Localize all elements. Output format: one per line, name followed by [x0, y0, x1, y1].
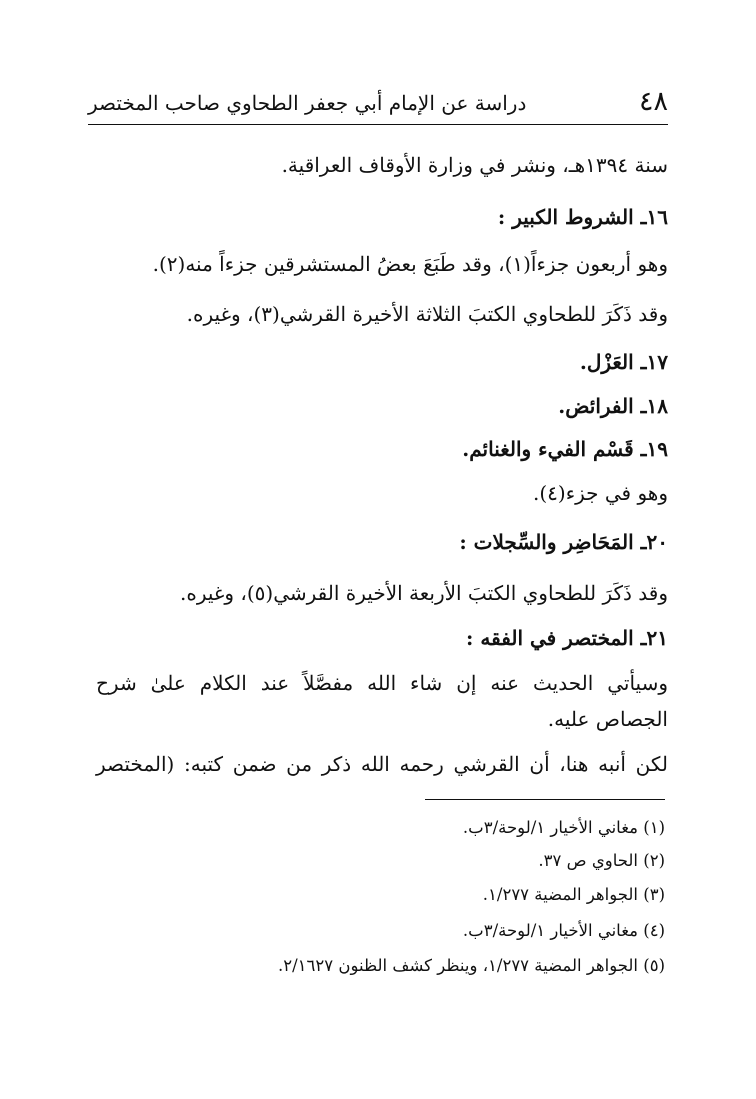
body-line-4: وهو في جزء(٤).	[532, 481, 668, 505]
body-line-6: وسيأتي الحديث عنه إن شاء الله مفصَّلاً عند الكلام علىٰ شرح	[96, 671, 668, 695]
heading-21: ٢١ـ المختصر في الفقه :	[466, 626, 668, 650]
body-line-5: وقد ذَكَرَ للطحاوي الكتبَ الأربعة الأخيرة القرشي(٥)، وغيره.	[180, 581, 668, 605]
footnote-separator	[425, 799, 665, 800]
body-line-8: لكن أنبه هنا، أن القرشي رحمه الله ذكر من ضمن كتبه: (المختصر	[96, 752, 668, 776]
footnote-4: (٤) مغاني الأخيار ١/لوحة/٣ب.	[462, 921, 665, 940]
heading-16: ١٦ـ الشروط الكبير :	[497, 205, 668, 229]
body-line-3: وقد ذَكَرَ للطحاوي الكتبَ الثلاثة الأخيرة القرشي(٣)، وغيره.	[186, 302, 668, 326]
footnote-2: (٢) الحاوي ص ٣٧.	[538, 851, 665, 870]
running-header	[88, 84, 668, 125]
page-number: ٤٨	[638, 86, 668, 117]
body-line-2: وهو أربعون جزءاً(١)، وقد طَبَعَ بعضُ المستشرقين جزءاً منه(٢).	[152, 252, 668, 276]
running-title: دراسة عن الإمام أبي جعفر الطحاوي صاحب المختصر	[88, 91, 527, 115]
body-line-1: سنة ١٣٩٤هـ، ونشر في وزارة الأوقاف العراقية.	[281, 153, 668, 177]
footnote-3: (٣) الجواهر المضية ١/٢٧٧.	[482, 885, 665, 904]
heading-18: ١٨ـ الفرائض.	[558, 394, 668, 418]
footnote-1: (١) مغاني الأخيار ١/لوحة/٣ب.	[462, 818, 665, 837]
footnote-5: (٥) الجواهر المضية ١/٢٧٧، وينظر كشف الظنون ٢/١٦٢٧.	[278, 956, 665, 975]
heading-17: ١٧ـ العَزْل.	[579, 350, 668, 374]
heading-20: ٢٠ـ المَحَاضِر والسِّجلات :	[459, 530, 668, 554]
heading-19: ١٩ـ قَسْم الفيء والغنائم.	[462, 437, 668, 461]
body-line-7: الجصاص عليه.	[547, 707, 668, 731]
